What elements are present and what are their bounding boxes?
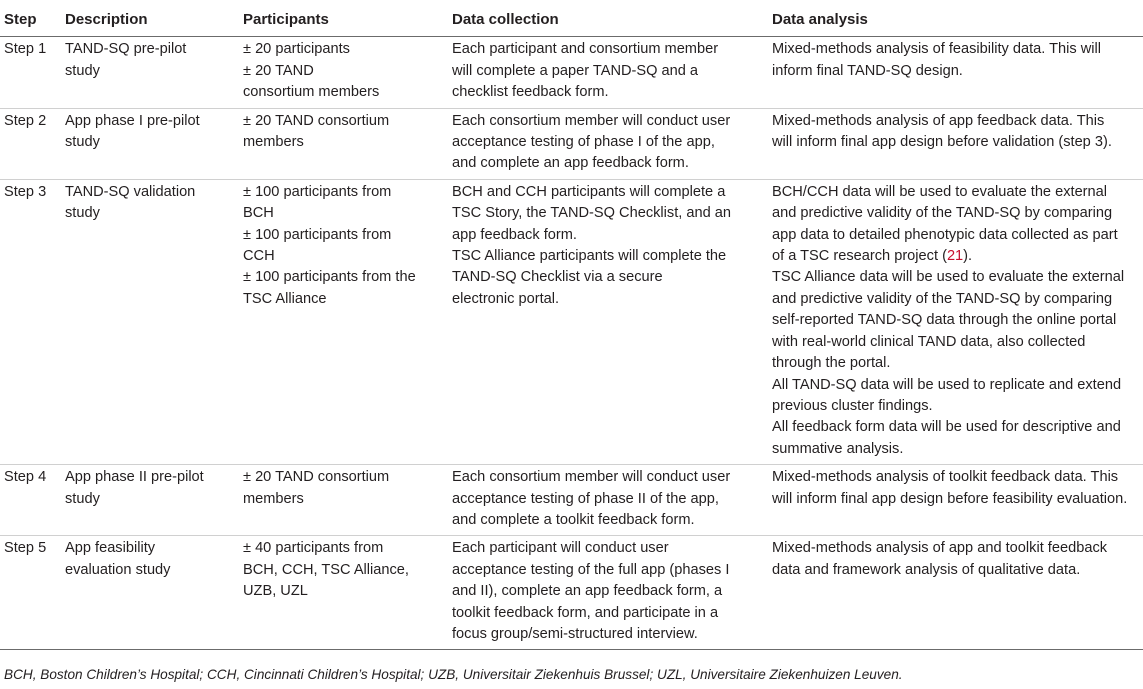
cell-line: and complete a toolkit feedback form. <box>452 511 695 528</box>
cell-line: electronic portal. <box>452 290 560 307</box>
data-collection-cell <box>448 108 768 179</box>
cell-line: study <box>65 205 100 222</box>
header-data-analysis: Data analysis <box>768 7 1143 37</box>
data-analysis-cell <box>768 179 1143 464</box>
cell-line: Each participant and consortium member <box>452 41 719 58</box>
table-header-row <box>0 7 1143 37</box>
cell-line: previous cluster findings. <box>772 397 933 414</box>
cell-line: members <box>243 134 304 151</box>
cell-line: study <box>65 62 100 79</box>
cell-line: ± 40 participants from <box>243 540 384 557</box>
header-step: Step <box>0 7 61 37</box>
header-data-collection: Data collection <box>448 7 768 37</box>
table-row <box>0 465 1143 536</box>
cell-line: Mixed-methods analysis of app feedback data. This <box>772 112 1105 129</box>
cell-line: study <box>65 134 100 151</box>
cell-line: inform final TAND-SQ design. <box>772 62 963 79</box>
reference-prefix: of a TSC research project ( <box>772 248 947 265</box>
data-collection-cell <box>448 536 768 650</box>
description-cell <box>61 536 239 650</box>
cell-line: with real-world clinical TAND data, also collected <box>772 333 1086 350</box>
cell-line: evaluation study <box>65 561 171 578</box>
cell-line: and II), complete an app feedback form, a <box>452 583 723 600</box>
cell-line: Mixed-methods analysis of toolkit feedback data. This <box>772 469 1119 486</box>
cell-line: CCH <box>243 248 275 265</box>
cell-line: will inform final app design before feasibility evaluation. <box>772 490 1128 507</box>
cell-line: acceptance testing of phase II of the app, <box>452 490 719 507</box>
step-cell: Step 4 <box>0 465 61 536</box>
cell-line: ± 100 participants from <box>243 183 392 200</box>
table-row <box>0 536 1143 650</box>
data-analysis-cell <box>768 37 1143 108</box>
cell-line: and predictive validity of the TAND-SQ by comparing <box>772 205 1113 222</box>
cell-line <box>772 246 1143 267</box>
cell-line: app data to detailed phenotypic data collected as part <box>772 226 1118 243</box>
cell-line: ± 20 TAND <box>243 62 314 79</box>
cell-line: TAND-SQ validation <box>65 183 196 200</box>
participants-cell <box>239 108 448 179</box>
cell-line: ± 100 participants from the <box>243 269 416 286</box>
data-collection-cell <box>448 179 768 464</box>
cell-line: self-reported TAND-SQ data through the online portal <box>772 312 1117 329</box>
cell-line: App feasibility <box>65 540 156 557</box>
cell-line: app feedback form. <box>452 226 577 243</box>
description-cell <box>61 179 239 464</box>
cell-line: BCH and CCH participants will complete a <box>452 183 726 200</box>
description-cell <box>61 465 239 536</box>
cell-line: BCH <box>243 205 274 222</box>
participants-cell <box>239 37 448 108</box>
cell-line: ± 20 TAND consortium <box>243 112 390 129</box>
table-row <box>0 179 1143 464</box>
cell-line: study <box>65 490 100 507</box>
header-description: Description <box>61 7 239 37</box>
cell-line: ± 100 participants from <box>243 226 392 243</box>
cell-line: through the portal. <box>772 355 891 372</box>
cell-line: and predictive validity of the TAND-SQ by comparing <box>772 290 1113 307</box>
data-analysis-cell <box>768 536 1143 650</box>
cell-line: Mixed-methods analysis of feasibility data. This will <box>772 41 1102 58</box>
data-collection-cell <box>448 465 768 536</box>
cell-line: All feedback form data will be used for descriptive and <box>772 419 1121 436</box>
cell-line: members <box>243 490 304 507</box>
cell-line: acceptance testing of the full app (phases I <box>452 561 730 578</box>
cell-line: Each consortium member will conduct user <box>452 112 731 129</box>
cell-line: toolkit feedback form, and participate in a <box>452 604 719 621</box>
cell-line: focus group/semi-structured interview. <box>452 625 698 642</box>
reference-suffix: ). <box>963 248 973 265</box>
cell-line: will inform final app design before validation (step 3). <box>772 134 1112 151</box>
cell-line: App phase I pre-pilot <box>65 112 200 129</box>
data-analysis-cell <box>768 108 1143 179</box>
description-cell <box>61 108 239 179</box>
cell-line: UZB, UZL <box>243 583 308 600</box>
header-participants: Participants <box>239 7 448 37</box>
step-cell: Step 2 <box>0 108 61 179</box>
cell-line: ± 20 participants <box>243 41 350 58</box>
participants-cell <box>239 536 448 650</box>
cell-line: TSC Alliance data will be used to evaluate the external <box>772 269 1125 286</box>
cell-line: Each consortium member will conduct user <box>452 469 731 486</box>
cell-line: summative analysis. <box>772 440 904 457</box>
cell-line: BCH, CCH, TSC Alliance, <box>243 561 409 578</box>
cell-line: TSC Story, the TAND-SQ Checklist, and an <box>452 205 731 222</box>
data-collection-cell <box>448 37 768 108</box>
table-row <box>0 37 1143 108</box>
cell-line: and complete an app feedback form. <box>452 155 689 172</box>
cell-line: Mixed-methods analysis of app and toolkit feedback <box>772 540 1108 557</box>
cell-line: consortium members <box>243 84 380 101</box>
cell-line: Each participant will conduct user <box>452 540 669 557</box>
cell-line: TAND-SQ Checklist via a secure <box>452 269 663 286</box>
reference-link-21[interactable]: 21 <box>946 248 964 265</box>
description-cell <box>61 37 239 108</box>
table-row <box>0 108 1143 179</box>
study-steps-table <box>0 7 1143 650</box>
cell-line: checklist feedback form. <box>452 84 609 101</box>
participants-cell <box>239 465 448 536</box>
table-footnote: BCH, Boston Children’s Hospital; CCH, Cincinnati Children’s Hospital; UZB, Universitair Ziekenhuis Brussel; UZL, Universitaire Ziekenhuizen Leuven. <box>4 667 903 682</box>
participants-cell <box>239 179 448 464</box>
cell-line: will complete a paper TAND-SQ and a <box>452 62 699 79</box>
cell-line: TAND-SQ pre-pilot <box>65 41 187 58</box>
cell-line: TSC Alliance participants will complete the <box>452 248 727 265</box>
cell-line: BCH/CCH data will be used to evaluate the external <box>772 183 1108 200</box>
cell-line: ± 20 TAND consortium <box>243 469 390 486</box>
step-cell: Step 5 <box>0 536 61 650</box>
step-cell: Step 3 <box>0 179 61 464</box>
cell-line: All TAND-SQ data will be used to replicate and extend <box>772 376 1122 393</box>
cell-line: data and framework analysis of qualitative data. <box>772 561 1081 578</box>
cell-line: App phase II pre-pilot <box>65 469 204 486</box>
data-analysis-cell <box>768 465 1143 536</box>
cell-line: acceptance testing of phase I of the app, <box>452 134 715 151</box>
step-cell: Step 1 <box>0 37 61 108</box>
cell-line: TSC Alliance <box>243 290 327 307</box>
